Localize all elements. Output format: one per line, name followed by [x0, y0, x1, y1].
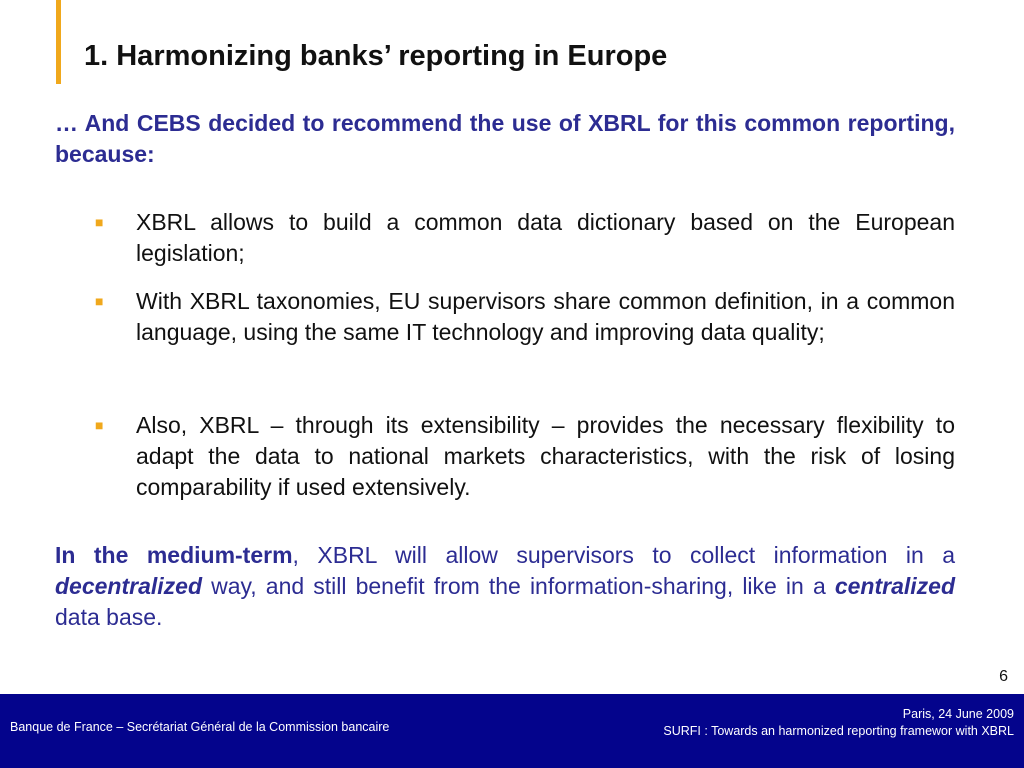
square-bullet-icon: ■: [95, 214, 104, 230]
bullet-item: [95, 207, 955, 269]
emphasis-centralized: centralized: [834, 573, 955, 599]
conclusion-text: , XBRL will allow supervisors to collect information in a: [292, 542, 956, 568]
bullet-text: Also, XBRL – through its extensibility – provides the necessary flexibility to adapt the data to national markets characteristics, with the risk of losing comparability if used extensively.: [136, 412, 955, 500]
square-bullet-icon: ■: [95, 293, 104, 309]
emphasis-decentralized: decentralized: [55, 573, 202, 599]
footer-organization: Banque de France – Secrétariat Général de la Commission bancaire: [10, 720, 390, 734]
bullet-text: XBRL allows to build a common data dictionary based on the European legislation;: [136, 209, 955, 266]
bullet-item: [95, 286, 955, 348]
conclusion-text: data base.: [55, 604, 163, 630]
page-number: 6: [999, 668, 1008, 685]
title-accent-bar: [56, 0, 61, 84]
square-bullet-icon: ■: [95, 417, 104, 433]
footer-info: [663, 706, 1014, 740]
conclusion-lead: In the medium-term: [55, 542, 293, 568]
bullet-text: With XBRL taxonomies, EU supervisors share common definition, in a common language, using the same IT technology and improving data quality;: [136, 288, 955, 345]
conclusion-text: way, and still benefit from the information-sharing, like in a: [202, 573, 835, 599]
footer-location-date: Paris, 24 June 2009: [902, 707, 1014, 721]
conclusion-paragraph: [55, 540, 955, 633]
intro-text: … And CEBS decided to recommend the use of XBRL for this common reporting, because:: [55, 110, 955, 167]
footer-presentation-title: SURFI : Towards an harmonized reporting framewor with XBRL: [663, 724, 1014, 738]
slide-title: 1. Harmonizing banks’ reporting in Europe: [84, 40, 668, 72]
bullet-item: [95, 410, 955, 503]
footer-bar: [0, 694, 1024, 768]
